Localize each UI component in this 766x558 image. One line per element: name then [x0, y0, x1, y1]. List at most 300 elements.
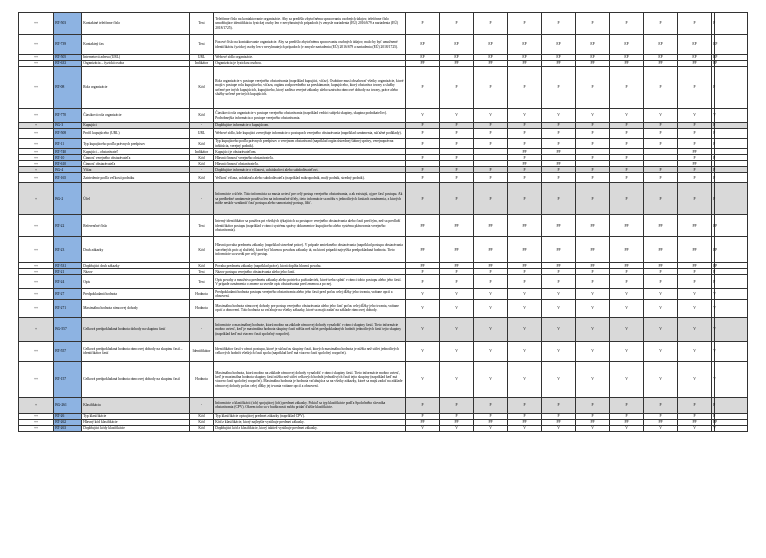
requirement-flag-cell: EP — [406, 35, 440, 55]
term-id-cell: BT-10 — [54, 155, 82, 161]
requirement-flag-cell: V — [508, 425, 542, 431]
description-cell: Hlavná činnosť verejného obstarávateľa. — [214, 155, 406, 161]
term-id-cell: BT-610 — [54, 161, 82, 167]
requirement-flag-cell: P — [440, 413, 474, 419]
requirement-flag-cell: V — [610, 341, 644, 361]
data-type-cell: Kód — [190, 155, 214, 161]
requirement-flag-cell: V — [440, 109, 474, 123]
requirement-flag-cell: PP — [644, 237, 678, 263]
table-row — [19, 397, 748, 413]
term-name-cell: Celková predpokladaná hodnota rámcovej dohody na skupinu častí – identifikátor častí — [82, 341, 190, 361]
requirement-flag-cell: V — [644, 425, 678, 431]
requirement-flag-cell: V — [542, 361, 576, 397]
table-row — [19, 139, 748, 149]
requirement-flag-cell: V — [440, 341, 474, 361]
description-cell: Doplňujúce informácie o kupujúcom. — [214, 123, 406, 129]
requirement-flag-cell: P — [678, 167, 712, 173]
requirement-flag-cell: P — [508, 269, 542, 275]
data-type-cell: Kód — [190, 263, 214, 269]
term-id-cell: BG-3 — [54, 123, 82, 129]
data-type-cell: Kód — [190, 237, 214, 263]
requirement-flag-cell: PP — [712, 237, 715, 263]
requirement-flag-cell: V — [406, 299, 440, 317]
requirement-flag-cell: P — [678, 155, 712, 161]
level-cell: ++ — [19, 269, 54, 275]
requirement-flag-cell: P — [508, 155, 542, 161]
requirement-flag-cell: V — [406, 109, 440, 123]
requirement-flag-cell: V — [712, 361, 715, 397]
data-type-cell: - — [190, 167, 214, 173]
requirement-flag-cell: PP — [508, 149, 542, 155]
requirement-flag-cell: PP — [644, 61, 678, 67]
description-cell: Informácie o maximálnej hodnote, ktorú možno na základe rámcovej dohody vynaložiť v rámci skupiny častí. Tieto informácie možno uviesť, keď je maximálna hodnota skupiny častí nižšia než súčet predpokladaných hodnôt jednotlivých častí tejto skupiny (napríklad keď má viacero častí spoločný rozpočet). — [214, 317, 406, 341]
data-type-cell: Text — [190, 215, 214, 237]
requirement-flag-cell: P — [474, 183, 508, 215]
requirement-flag-cell: V — [610, 289, 644, 299]
requirement-flag-cell: P — [406, 275, 440, 289]
requirement-flag-cell: P — [713, 167, 716, 172]
requirement-flag-cell: P — [576, 13, 610, 35]
requirement-flag-cell: EP — [644, 35, 678, 55]
requirement-flag-cell: PP — [440, 61, 474, 67]
description-cell: Typ klasifikácie opisujúcej predmet zákazky (napríklad CPV). — [214, 413, 406, 419]
requirement-flag-cell: EP — [678, 55, 712, 61]
requirement-flag-cell: P — [474, 123, 508, 129]
requirement-flag-cell: P — [440, 129, 474, 139]
table-row — [19, 289, 748, 299]
requirement-flag-cell: V — [542, 299, 576, 317]
requirement-flag-cell: PP — [678, 215, 712, 237]
spacer-cell — [715, 237, 748, 263]
spacer-cell — [715, 361, 748, 397]
term-id-cell: BT-26 — [54, 413, 82, 419]
description-cell: Kupujúci je obstarávateľom. — [214, 149, 406, 155]
requirement-flag-cell: V — [508, 361, 542, 397]
requirement-flag-cell: V — [678, 425, 712, 431]
spacer-cell — [715, 397, 748, 413]
spacer-cell — [715, 67, 748, 109]
term-name-cell: Kontaktné telefónne číslo — [82, 13, 190, 35]
requirement-flag-cell: V — [542, 289, 576, 299]
data-table — [18, 12, 748, 432]
term-name-cell: Kontaktný fax — [82, 35, 190, 55]
requirement-flag-cell: V — [474, 289, 508, 299]
requirement-flag-cell: V — [644, 361, 678, 397]
requirement-flag-cell: PP — [542, 149, 576, 155]
level-cell: ++ — [19, 341, 54, 361]
requirement-flag-cell: P — [440, 139, 474, 149]
term-name-cell: Doplňujúci druh zákazky — [82, 263, 190, 269]
requirement-flag-cell: PP — [610, 263, 644, 269]
requirement-flag-cell: V — [610, 317, 644, 341]
requirement-flag-cell: P — [406, 173, 440, 183]
requirement-flag-cell: P — [508, 167, 542, 173]
requirement-flag-cell: P — [713, 414, 716, 419]
term-id-cell: BT-24 — [54, 275, 82, 289]
table-row — [19, 109, 748, 123]
requirement-flag-cell: PP — [542, 419, 576, 425]
requirement-flag-cell: V — [508, 289, 542, 299]
term-name-cell: Celková predpokladaná hodnota dohody na skupinu častí — [82, 317, 190, 341]
requirement-flag-cell: V — [542, 317, 576, 341]
term-id-cell: BT-740 — [54, 149, 82, 155]
requirement-flag-cell: V — [610, 299, 644, 317]
requirement-flag-cell: PP — [644, 263, 678, 269]
requirement-flag-cell: PP — [610, 419, 644, 425]
requirement-flag-cell: PP — [542, 161, 576, 167]
term-id-cell: BT-770 — [54, 109, 82, 123]
term-id-cell: BT-21 — [54, 269, 82, 275]
requirement-flag-cell: P — [576, 413, 610, 419]
data-type-cell: Kód — [190, 67, 214, 109]
spacer-cell — [715, 317, 748, 341]
data-type-cell: - — [190, 397, 214, 413]
spacer-cell — [715, 299, 748, 317]
requirement-flag-cell: P — [712, 13, 715, 35]
data-type-cell: Kód — [190, 173, 214, 183]
level-cell: ++ — [19, 139, 54, 149]
data-type-cell: Indikátor — [190, 149, 214, 155]
requirement-flag-cell: PP — [508, 419, 542, 425]
requirement-flag-cell: P — [508, 413, 542, 419]
requirement-flag-cell: P — [712, 173, 715, 183]
requirement-flag-cell: V — [712, 289, 715, 299]
requirement-flag-cell: P — [474, 269, 508, 275]
requirement-flag-cell: V — [576, 289, 610, 299]
term-name-cell: Rola organizácie — [82, 67, 190, 109]
description-cell: Čiastková rola organizácie v postupe verejného obstarávania (napríklad vedúci subjekt skupiny, skupina podnikateľov). Podrobnejšia informácia o postupe verejného obstarávania. — [214, 109, 406, 123]
table-row — [19, 361, 748, 397]
requirement-flag-cell: P — [644, 173, 678, 183]
requirement-flag-cell: P — [610, 397, 644, 413]
requirement-flag-cell: EP — [712, 35, 715, 55]
table-row — [19, 317, 748, 341]
spacer-cell — [715, 289, 748, 299]
requirement-flag-cell: V — [576, 361, 610, 397]
requirement-flag-cell: P — [406, 129, 440, 139]
requirement-flag-cell: PP — [713, 61, 718, 66]
requirement-flag-cell: P — [508, 397, 542, 413]
requirement-flag-cell: PP — [440, 263, 474, 269]
requirement-flag-cell: P — [508, 123, 542, 129]
requirement-flag-cell: P — [610, 129, 644, 139]
spacer-cell — [715, 183, 748, 215]
requirement-flag-cell: P — [440, 167, 474, 173]
requirement-flag-cell: P — [508, 173, 542, 183]
requirement-flag-cell: PP — [610, 237, 644, 263]
requirement-flag-cell: PP — [406, 419, 440, 425]
level-cell: ++ — [19, 129, 54, 139]
requirement-flag-cell: EP — [644, 55, 678, 61]
table-row — [19, 183, 748, 215]
requirement-flag-cell: P — [474, 413, 508, 419]
requirement-flag-cell: PP — [474, 215, 508, 237]
level-cell: ++ — [19, 419, 54, 425]
term-name-cell: Opis — [82, 275, 190, 289]
requirement-flag-cell: V — [440, 289, 474, 299]
description-cell: Interný identifikátor sa používa pri všetkých týkajúcich sa postupov verejného obstarávania alebo častí pred tým, než sa predloží identifikátor postupu (napríklad v rámci systému správy dokumentov kupujúceho alebo systému plánovania verejného obstarávania). — [214, 215, 406, 237]
requirement-flag-cell: P — [542, 269, 576, 275]
requirement-flag-cell: PP — [440, 215, 474, 237]
requirement-flag-cell: P — [644, 167, 678, 173]
requirement-flag-cell: P — [644, 139, 678, 149]
data-type-cell: Kód — [190, 425, 214, 431]
requirement-flag-cell: PP — [542, 215, 576, 237]
requirement-flag-cell: P — [508, 275, 542, 289]
requirement-flag-cell: P — [542, 413, 576, 419]
requirement-flag-cell: PP — [508, 161, 542, 167]
requirement-flag-cell: P — [576, 173, 610, 183]
requirement-flag-cell: P — [406, 183, 440, 215]
term-id-cell: BT-503 — [54, 13, 82, 35]
requirement-flag-cell: V — [406, 425, 440, 431]
term-id-cell: BT-505 — [54, 55, 82, 61]
description-cell: Rola organizácie v postupe verejného obstarávania (napríklad kupujúci, víťaz). Osobitne musí obsahovať všetky organizácie, ktoré majú v postupe rolu kupujúceho, víťaza, orgánu zodpovedného za preskúmanie, kupujúceho, ktorý obstaráva tovary a služby určené pre iných kupujúcich, kupujúceho, ktorý zadáva verejné zákazky alebo uzatvára rámcové dohody na tovary, práce alebo služby určené pre iných kupujúcich. — [214, 67, 406, 109]
requirement-flag-cell: EP — [508, 35, 542, 55]
requirement-flag-cell: P — [576, 129, 610, 139]
description-cell: Informácie o účele. Táto informácia sa musia uviesť pre celý postup verejného obstarávania, a ak existujú, aj pre časť postupu. Ak sa predbežné oznámenie používa len na informačné účely, tieto informácie sa môžu v jednotlivých častiach oznámenia, z ktorých môže neskôr vzniknúť časť postupu alebo samostatný postup, líšiť. — [214, 183, 406, 215]
requirement-flag-cell: EP — [440, 35, 474, 55]
requirement-flag-cell: P — [576, 67, 610, 109]
requirement-flag-cell: P — [576, 397, 610, 413]
level-cell: + — [19, 317, 54, 341]
requirement-flag-cell: P — [678, 139, 712, 149]
requirement-flag-cell: EP — [542, 35, 576, 55]
requirement-flag-cell: PP — [713, 263, 718, 268]
description-cell: Organizácia je fyzickou osobou. — [214, 61, 406, 67]
requirement-flag-cell: PP — [610, 61, 644, 67]
data-type-cell: Indikátor — [190, 61, 214, 67]
requirement-flag-cell: EP — [610, 55, 644, 61]
requirement-flag-cell: P — [712, 67, 715, 109]
requirement-flag-cell: PP — [712, 215, 715, 237]
level-cell: ++ — [19, 289, 54, 299]
term-id-cell: BT-22 — [54, 215, 82, 237]
term-id-cell: BG-2 — [54, 183, 82, 215]
requirement-flag-cell: P — [406, 123, 440, 129]
requirement-flag-cell: P — [406, 67, 440, 109]
data-type-cell: Text — [190, 269, 214, 275]
requirement-flag-cell: PP — [610, 215, 644, 237]
requirement-flag-cell: P — [610, 139, 644, 149]
data-type-cell: Hodnota — [190, 299, 214, 317]
description-cell: Hlavná činnosť obstarávateľa. — [214, 161, 406, 167]
requirement-flag-cell: P — [474, 173, 508, 183]
data-type-cell: Text — [190, 13, 214, 35]
level-cell: + — [19, 397, 54, 413]
term-id-cell: BT-508 — [54, 129, 82, 139]
term-name-cell: Predpokladaná hodnota — [82, 289, 190, 299]
requirement-flag-cell: V — [678, 289, 712, 299]
description-cell: Povaha predmetu zákazky (napríklad práce), ktorá doplňa hlavnú povahu. — [214, 263, 406, 269]
term-name-cell: Celková predpokladaná hodnota rámcovej dohody na skupinu častí — [82, 361, 190, 397]
level-cell: ++ — [19, 173, 54, 183]
requirement-flag-cell: V — [508, 109, 542, 123]
requirement-flag-cell: PP — [542, 237, 576, 263]
term-id-cell: BG-261 — [54, 397, 82, 413]
requirement-flag-cell: P — [542, 397, 576, 413]
requirement-flag-cell: PP — [508, 237, 542, 263]
requirement-flag-cell: PP — [406, 237, 440, 263]
term-id-cell: BG-4 — [54, 167, 82, 173]
term-name-cell: Činnosť obstarávateľa — [82, 161, 190, 167]
table-row — [19, 35, 748, 55]
requirement-flag-cell: P — [678, 67, 712, 109]
description-cell: Webové sídlo organizácie. — [214, 55, 406, 61]
requirement-flag-cell: P — [610, 413, 644, 419]
requirement-flag-cell: V — [474, 299, 508, 317]
requirement-flag-cell: P — [610, 167, 644, 173]
requirement-flag-cell: PP — [406, 215, 440, 237]
level-cell: ++ — [19, 275, 54, 289]
data-type-cell: Hodnota — [190, 361, 214, 397]
data-type-cell: Identifikátor — [190, 341, 214, 361]
requirement-flag-cell: P — [610, 123, 644, 129]
requirement-flag-cell: V — [440, 317, 474, 341]
requirement-flag-cell: EP — [474, 55, 508, 61]
requirement-flag-cell: P — [542, 139, 576, 149]
requirement-flag-cell: PP — [678, 237, 712, 263]
requirement-flag-cell: P — [440, 397, 474, 413]
term-id-cell: BT-271 — [54, 299, 82, 317]
term-name-cell: Druh zákazky — [82, 237, 190, 263]
data-type-cell: Kód — [190, 139, 214, 149]
requirement-flag-cell: P — [406, 397, 440, 413]
data-type-cell: - — [190, 317, 214, 341]
requirement-flag-cell: PP — [406, 61, 440, 67]
requirement-flag-cell: P — [406, 155, 440, 161]
requirement-flag-cell: P — [610, 275, 644, 289]
table-row — [19, 237, 748, 263]
term-id-cell: BT-633 — [54, 61, 82, 67]
term-id-cell: BT-262 — [54, 419, 82, 425]
requirement-flag-cell: P — [542, 123, 576, 129]
description-cell: Predpokladaná hodnota postupu verejného obstarávania alebo jeho častí pred počas celej dĺžky jeho trvania, vrátane opcií a obnovení. — [214, 289, 406, 299]
requirement-flag-cell: P — [678, 13, 712, 35]
term-name-cell: Klasifikácia — [82, 397, 190, 413]
requirement-flag-cell: V — [712, 299, 715, 317]
requirement-flag-cell: P — [712, 129, 715, 139]
term-id-cell: BT-08 — [54, 67, 82, 109]
requirement-flag-cell: P — [508, 67, 542, 109]
requirement-flag-cell: P — [576, 167, 610, 173]
spacer-cell — [715, 425, 748, 431]
requirement-flag-cell: V — [474, 361, 508, 397]
description-cell: Maximálna hodnota, ktorú možno na základe rámcovej dohody vynaložiť v rámci skupiny častí. Tieto informácie možno uviesť, keď je maximálna hodnota skupiny častí nižšia než súčet celkových hodnôt jednotlivých častí tejto skupiny (napríklad keď má viacero častí spoločný rozpočet). Maximálna hodnota je hodnota vzťahujúca sa na všetky zákazky, ktoré sa majú zadať na základe rámcovej dohody počas celej dĺžky jej trvania vrátane opcií a obnovení. — [214, 361, 406, 397]
description-cell: Typ kupujúceho podľa právnych predpisov o verejnom obstarávaní (napríklad orgán ústrednej štátnej správy, verejnoprávna inštitúcia, verejný podnik). — [214, 139, 406, 149]
requirement-flag-cell: PP — [576, 61, 610, 67]
data-type-cell: Kód — [190, 413, 214, 419]
requirement-flag-cell: P — [576, 123, 610, 129]
requirement-flag-cell: P — [644, 269, 678, 275]
term-id-cell: BT-557 — [54, 341, 82, 361]
requirement-flag-cell: V — [406, 317, 440, 341]
table-row — [19, 13, 748, 35]
term-name-cell: Typ kupujúceho podľa právnych predpisov — [82, 139, 190, 149]
spacer-cell — [715, 215, 748, 237]
term-name-cell: Činnosť verejného obstarávateľa — [82, 155, 190, 161]
table-row — [19, 275, 748, 289]
term-name-cell: Profil kupujúceho (URL) — [82, 129, 190, 139]
data-type-cell: Text — [190, 35, 214, 55]
requirement-flag-cell: P — [474, 275, 508, 289]
requirement-flag-cell: P — [678, 413, 712, 419]
requirement-flag-cell: P — [576, 183, 610, 215]
requirement-flag-cell: P — [678, 173, 712, 183]
requirement-flag-cell: V — [474, 341, 508, 361]
requirement-flag-cell: P — [713, 269, 716, 274]
description-cell: Doplňujúce informácie o víťazovi, uchádzačovi alebo subdodávateľovi. — [214, 167, 406, 173]
requirement-flag-cell: P — [474, 13, 508, 35]
requirement-flag-cell: V — [712, 109, 715, 123]
requirement-flag-cell: V — [644, 109, 678, 123]
requirement-flag-cell: PP — [678, 161, 712, 167]
data-type-cell: Kód — [190, 109, 214, 123]
requirement-flag-cell: P — [474, 397, 508, 413]
requirement-flag-cell: P — [644, 67, 678, 109]
requirement-flag-cell: PP — [508, 61, 542, 67]
term-name-cell: Čiastková rola organizácie — [82, 109, 190, 123]
requirement-flag-cell: P — [406, 269, 440, 275]
requirement-flag-cell: P — [508, 13, 542, 35]
term-id-cell: BG-557 — [54, 317, 82, 341]
requirement-flag-cell: P — [508, 129, 542, 139]
requirement-flag-cell: PP — [576, 237, 610, 263]
level-cell: + — [19, 123, 54, 129]
requirement-flag-cell: P — [542, 67, 576, 109]
requirement-flag-cell: P — [610, 173, 644, 183]
description-cell: Faxové číslo na kontaktovanie organizácie. Aby sa predišlo zbytočnému spracovaniu osobných údajov, malo by byť umožnené identifikáciu fyzickej osoby len v nevyhnutných prípadoch (v zmysle nariadenia (EÚ) 2016/679 a nariadenia (EÚ) 2018/1725). — [214, 35, 406, 55]
requirement-flag-cell: P — [712, 183, 715, 215]
term-name-cell: Doplňujúci kódy klasifikácie — [82, 425, 190, 431]
term-id-cell: BT-531 — [54, 263, 82, 269]
level-cell: ++ — [19, 67, 54, 109]
requirement-flag-cell: EP — [474, 35, 508, 55]
requirement-flag-cell: P — [440, 275, 474, 289]
table-row — [19, 299, 748, 317]
requirement-flag-cell: V — [542, 425, 576, 431]
table-row — [19, 67, 748, 109]
requirement-flag-cell: P — [610, 67, 644, 109]
requirement-flag-cell: V — [678, 317, 712, 341]
description-cell: Telefónne číslo na kontaktovanie organizácie. Aby sa predišlo zbytočnému spracovaniu osobných údajov, telefónne číslo umožňujúce identifikáciu fyzickej osoby len v nevyhnutných prípadoch (v zmysle nariadenia (EÚ) 2016/679 a nariadenia (EÚ) 2018/1725). — [214, 13, 406, 35]
requirement-flag-cell: V — [644, 341, 678, 361]
level-cell: ++ — [19, 413, 54, 419]
requirement-flag-cell: EP — [576, 35, 610, 55]
requirement-flag-cell: P — [474, 129, 508, 139]
level-cell: + — [19, 167, 54, 173]
level-cell: ++ — [19, 263, 54, 269]
term-name-cell: Kupujúci – obstarávateľ — [82, 149, 190, 155]
requirement-flag-cell: PP — [474, 263, 508, 269]
term-name-cell: Účel — [82, 183, 190, 215]
description-cell: Maximálna hodnota rámcovej dohody pre postup verejného obstarávania alebo jeho časť počas celej dĺžky jeho trvania, vrátane opcií a obnovení. Táto hodnota sa vzťahuje na všetky zákazky, ktoré sa majú zadať na základe rámcovej dohody. — [214, 299, 406, 317]
table-row — [19, 129, 748, 139]
requirement-flag-cell: P — [644, 123, 678, 129]
requirement-flag-cell: PP — [644, 419, 678, 425]
requirement-flag-cell: V — [678, 341, 712, 361]
description-cell: Hlavná povaha predmetu zákazky (napríklad stavebné práce). V prípade zmiešaného obstarávania (napríklad postupu obstarávania stavebných prác aj služieb), ktoré byť hlavnou povahou zákazky tá, na ktorú pripadá najvyššia predpokladaná hodnota. Tieto informácie sa uvedú pre celý postup. — [214, 237, 406, 263]
requirement-flag-cell: P — [644, 183, 678, 215]
level-cell: ++ — [19, 13, 54, 35]
requirement-flag-cell: PP — [542, 61, 576, 67]
requirement-flag-cell: P — [713, 155, 716, 160]
requirement-flag-cell: V — [644, 289, 678, 299]
term-name-cell: Internetová adresa (URL) — [82, 55, 190, 61]
table-row — [19, 341, 748, 361]
data-type-cell: Kód — [190, 161, 214, 167]
requirement-flag-cell: V — [508, 317, 542, 341]
